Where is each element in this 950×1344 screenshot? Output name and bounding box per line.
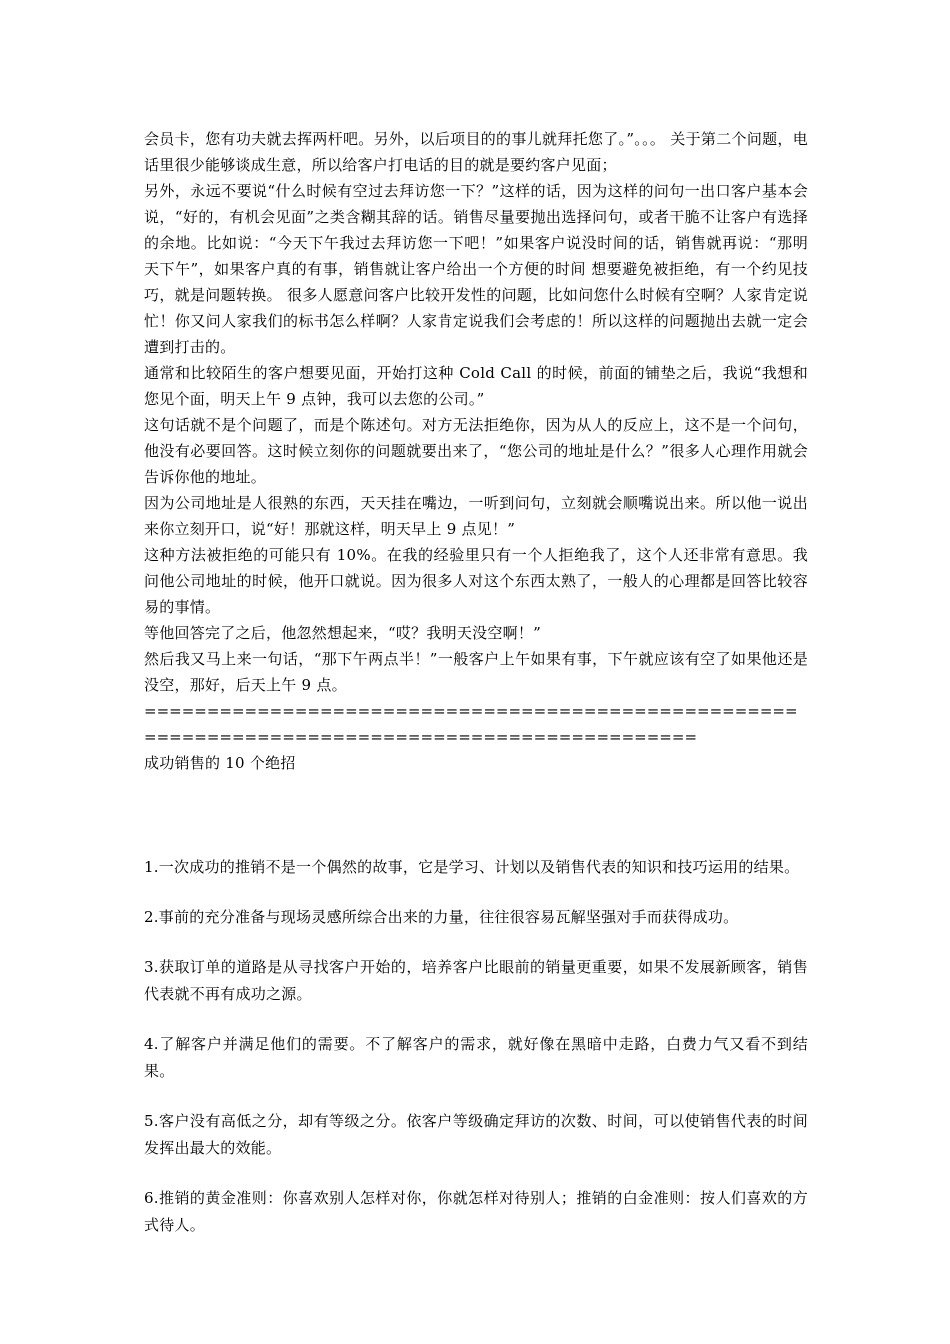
spacer bbox=[144, 776, 808, 854]
paragraph: 这种方法被拒绝的可能只有 10%。在我的经验里只有一个人拒绝我了，这个人还非常有意思。我问他公司地址的时候，他开口就说。因为很多人对这个东西太熟了，一般人的心理都是回答比较容易的事情。 bbox=[144, 546, 808, 616]
document-page bbox=[144, 126, 808, 1262]
paragraph: 然后我又马上来一句话，“那下午两点半！”一般客户上午如果有事，下午就应该有空了如果他还是没空，那好，后天上午 9 点。 bbox=[144, 650, 808, 694]
list-item: 2.事前的充分准备与现场灵感所综合出来的力量，往往很容易瓦解坚强对手而获得成功。 bbox=[144, 908, 739, 926]
paragraph: 等他回答完了之后，他忽然想起来，“哎？我明天没空啊！” bbox=[144, 624, 542, 642]
list-item: 5.客户没有高低之分，却有等级之分。依客户等级确定拜访的次数、时间，可以使销售代表的时间发挥出最大的效能。 bbox=[144, 1112, 808, 1157]
paragraph: 另外，永远不要说“什么时候有空过去拜访您一下？”这样的话，因为这样的问句一出口客户基本会说，“好的，有机会见面”之类含糊其辞的话。销售尽量要抛出选择问句，或者干脆不让客户有选择的余地。比如说：“今天下午我过去拜访您一下吧！”如果客户说没时间的话，销售就再说：“那明天下午”，如果客户真的有事，销售就让客户给出一个方便的时间 想要避免被拒绝，有一个约见技巧，就是问题转换。 很多人愿意问客户比较开发性的问题，比如问您什么时候有空啊？人家肯定说忙！你又问人家我们的标书怎么样啊？人家肯定说我们会考虑的！所以这样的问题抛出去就一定会遭到打击的。 bbox=[144, 182, 808, 356]
section-heading: 成功销售的 10 个绝招 bbox=[144, 754, 296, 772]
paragraph: 因为公司地址是人很熟的东西，天天挂在嘴边，一听到问句，立刻就会顺嘴说出来。所以他一说出来你立刻开口，说“好！那就这样，明天早上 9 点见！” bbox=[144, 494, 808, 538]
paragraph: 这句话就不是个问题了，而是个陈述句。对方无法拒绝你，因为从人的反应上，这不是一个问句，他没有必要回答。这时候立刻你的问题就要出来了，“您公司的地址是什么？”很多人心理作用就会告诉你他的地址。 bbox=[144, 416, 808, 486]
list-item: 4.了解客户并满足他们的需要。不了解客户的需求，就好像在黑暗中走路，白费力气又看不到结果。 bbox=[144, 1035, 808, 1080]
list-item: 6.推销的黄金准则：你喜欢别人怎样对你，你就怎样对待别人；推销的白金准则：按人们喜欢的方式待人。 bbox=[144, 1189, 808, 1234]
separator-line: ================================================================================================ bbox=[144, 702, 798, 746]
list-item: 1.一次成功的推销不是一个偶然的故事，它是学习、计划以及销售代表的知识和技巧运用的结果。 bbox=[144, 858, 800, 876]
tips-list bbox=[144, 854, 808, 1239]
paragraph: 通常和比较陌生的客户想要见面，开始打这种 Cold Call 的时候，前面的铺垫之后，我说“我想和您见个面，明天上午 9 点钟，我可以去您的公司。” bbox=[144, 364, 808, 408]
paragraph: 会员卡，您有功夫就去挥两杆吧。另外，以后项目的的事儿就拜托您了。”。。。 关于第二个问题，电话里很少能够谈成生意，所以给客户打电话的目的就是要约客户见面； bbox=[144, 130, 808, 174]
list-item: 3.获取订单的道路是从寻找客户开始的，培养客户比眼前的销量更重要，如果不发展新顾客，销售代表就不再有成功之源。 bbox=[144, 958, 808, 1003]
